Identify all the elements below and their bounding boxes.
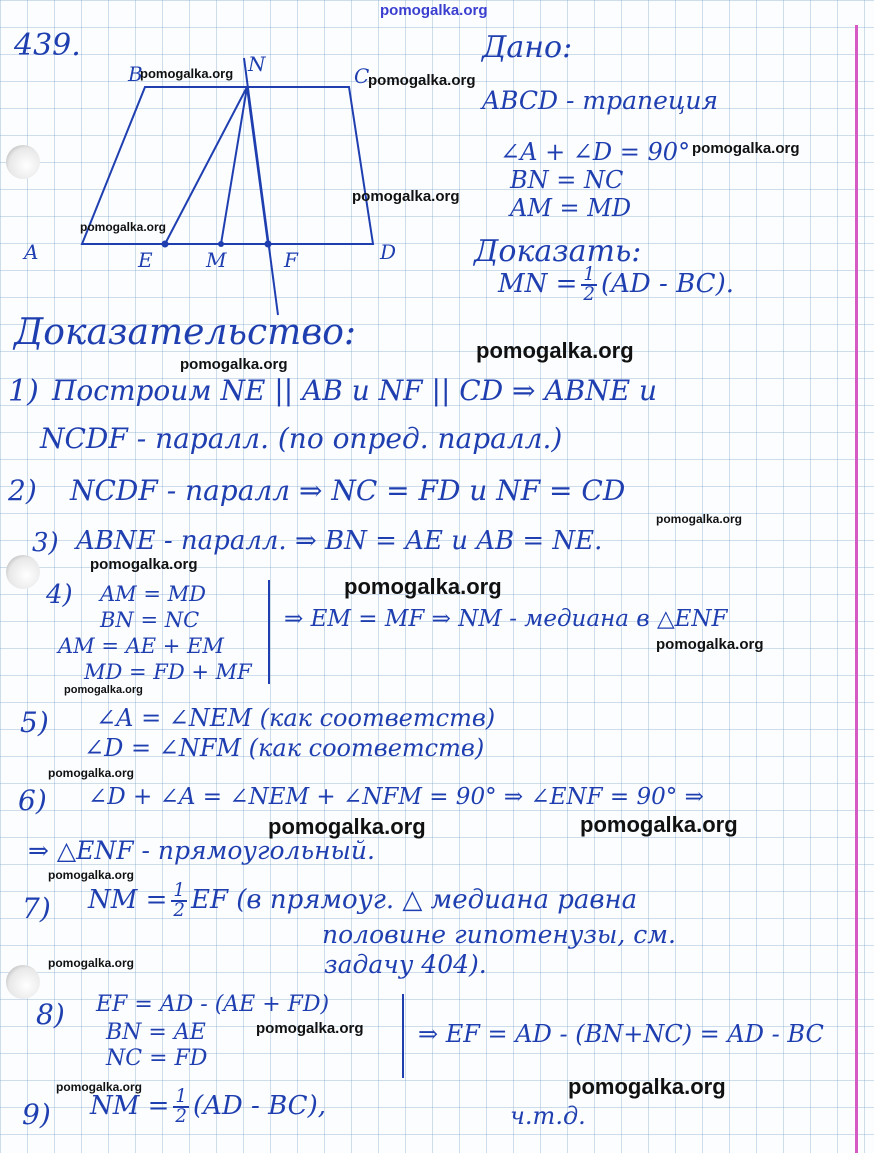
extension-line [244, 58, 278, 315]
step-8-number: 8) [36, 998, 65, 1031]
watermark: pomogalka.org [368, 72, 476, 89]
one-half-fraction: $\frac{1}{2}$ [583, 264, 595, 306]
given-line: ABCD - трапеция [482, 86, 719, 115]
step-4-line: AM = AE + EM [58, 634, 224, 658]
qed-mark: ч.т.д. [510, 1102, 586, 1130]
step-8-line: NC = FD [106, 1046, 208, 1071]
point-e [162, 241, 169, 248]
given-line: ∠A + ∠D = 90° [500, 138, 691, 166]
label-d: D [380, 240, 397, 264]
label-f: F [284, 248, 298, 272]
step-3-number: 3) [32, 528, 59, 558]
step-4-line: AM = MD [100, 582, 206, 606]
proof-title: Доказательство: [14, 312, 357, 353]
label-b: B [128, 62, 143, 86]
step-3-text: ABNE - паралл. ⇒ BN = AE и AB = NE. [76, 526, 603, 556]
step-8-result: ⇒ EF = AD - (BN+NC) = AD - BC [418, 1020, 824, 1048]
step-7-line [88, 882, 637, 920]
step-9-lhs: NM = [90, 1091, 170, 1122]
watermark: pomogalka.org [692, 140, 800, 157]
step-7-number: 7) [22, 892, 51, 925]
step-2-number: 2) [8, 474, 37, 507]
given-line: BN = NC [510, 166, 624, 194]
watermark: pomogalka.org [268, 814, 426, 839]
label-m: M [206, 248, 227, 272]
step-6-line: ∠D + ∠A = ∠NEM + ∠NFM = 90° ⇒ ∠ENF = 90° ⇒ [88, 784, 704, 810]
watermark: pomogalka.org [656, 512, 743, 526]
watermark: pomogalka.org [90, 556, 198, 573]
one-half-fraction: $\frac{1}{2}$ [175, 1086, 187, 1128]
step-8-line: EF = AD - (AE + FD) [96, 992, 330, 1017]
label-a: A [24, 240, 39, 264]
watermark: pomogalka.org [48, 956, 135, 970]
watermark: pomogalka.org [568, 1074, 726, 1099]
watermark: pomogalka.org [580, 812, 738, 837]
step-4-number: 4) [46, 580, 73, 610]
step-5-number: 5) [20, 706, 49, 739]
label-c: C [354, 64, 370, 88]
step-4-result: ⇒ EM = MF ⇒ NM - медиана в △ENF [284, 606, 728, 632]
step-5-line: ∠D = ∠NFM (как соответств) [84, 734, 485, 762]
step-2-text: NCDF - паралл ⇒ NC = FD и NF = CD [70, 474, 626, 507]
watermark: pomogalka.org [344, 574, 502, 599]
watermark: pomogalka.org [180, 356, 288, 373]
step-4-line: MD = FD + MF [84, 660, 252, 684]
watermark: pomogalka.org [56, 1080, 143, 1094]
watermark: pomogalka.org [656, 636, 764, 653]
step-9-number: 9) [22, 1098, 51, 1131]
prove-statement [498, 266, 734, 304]
step-1-line: NCDF - паралл. (по опред. паралл.) [40, 422, 563, 455]
step-6-number: 6) [18, 784, 47, 817]
given-title: Дано: [482, 30, 573, 65]
step-1-number: 1) [8, 374, 39, 409]
watermark: pomogalka.org [80, 220, 167, 234]
step-8-line: BN = AE [106, 1020, 206, 1045]
label-n: N [248, 52, 266, 76]
watermark: pomogalka.org [48, 868, 135, 882]
watermark: pomogalka.org [140, 66, 234, 81]
point-f [265, 241, 272, 248]
step-4-line: BN = NC [100, 608, 200, 632]
bracket [268, 580, 270, 684]
given-line: AM = MD [510, 194, 632, 222]
prove-rhs: (AD - BC). [601, 269, 734, 300]
one-half-fraction: $\frac{1}{2}$ [173, 880, 185, 922]
watermark: pomogalka.org [64, 684, 143, 696]
bracket [402, 994, 404, 1078]
point-m [218, 241, 224, 247]
watermark: pomogalka.org [256, 1020, 364, 1037]
watermark: pomogalka.org [476, 338, 634, 363]
label-e: E [138, 248, 153, 272]
prove-lhs: MN = [498, 269, 578, 300]
prove-title: Доказать: [474, 234, 642, 269]
step-1-line: Построим NE || AB и NF || CD ⇒ ABNE и [52, 374, 658, 407]
top-watermark: pomogalka.org [380, 2, 488, 19]
step-7-rest: EF (в прямоуг. △ медиана равна [191, 885, 638, 916]
step-6-line: ⇒ △ENF - прямоугольный. [28, 836, 375, 865]
step-9-rhs: (AD - BC), [193, 1091, 326, 1122]
step-5-line: ∠A = ∠NEM (как соответств) [96, 704, 496, 732]
watermark: pomogalka.org [352, 188, 460, 205]
step-7-line: задачу 404). [324, 950, 487, 979]
problem-number: 439. [14, 28, 81, 63]
step-7-lhs: NM = [88, 885, 168, 916]
watermark: pomogalka.org [48, 766, 135, 780]
step-7-line: половине гипотенузы, см. [322, 920, 676, 949]
